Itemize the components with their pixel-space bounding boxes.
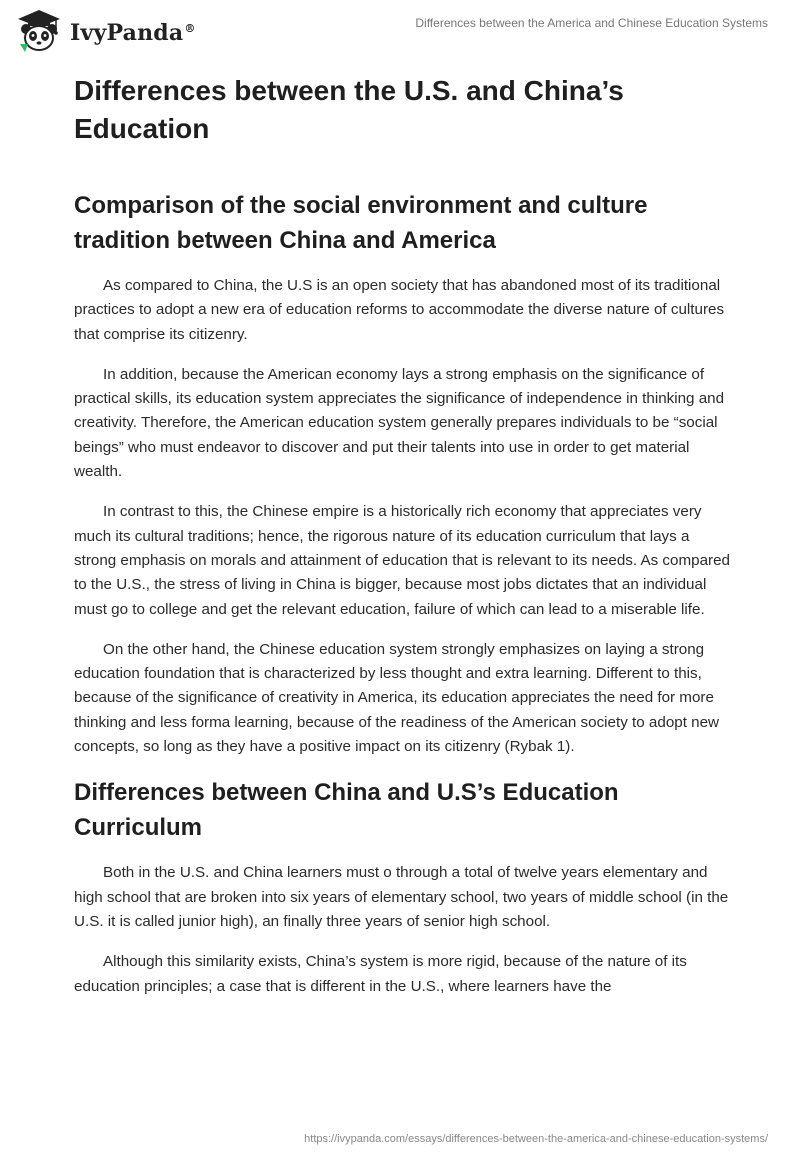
paragraph: In addition, because the American economy lays a strong emphasis on the significance of practical skills, its education system appreciates the significance of independence in thinking and creativity. Therefore, the American education system generally prepares individuals to be “social beings” who must endeavor to discover and put their talents into use in order to get material wealth. — [74, 365, 725, 481]
ivypanda-logo[interactable] — [14, 8, 196, 54]
paragraph: In contrast to this, the Chinese empire is a historically rich economy that appreciates very much its cultural traditions; hence, the rigorous nature of its education curriculum that lays a strong emphasis on morals and attainment of education that is relevant to its needs. As compared to the U.S., the stress of living in China is bigger, because most jobs dictates that an individual must go to college and get the relevant education, failure of which can lead to a miserable life. — [74, 503, 730, 618]
paragraph: As compared to China, the U.S is an open society that has abandoned most of its traditional practices to adopt a new era of education reforms to accommodate the diverse nature of cultures that comprise its citizenry. — [74, 277, 725, 343]
section-heading-curriculum: Differences between China and U.S’s Education Curriculum — [74, 779, 619, 842]
document-header-title: Differences between the America and Chinese Education Systems — [415, 16, 768, 30]
paragraph: On the other hand, the Chinese education system strongly emphasizes on laying a strong education foundation that is characterized by less thought and extra learning. Different to this, because of the significance of creativity in America, its education appreciates the need for more thinking and less forma learning, because of the readiness of the American society to adopt new concepts, so long as they have a positive impact on its citizenry (Rybak 1). — [74, 640, 720, 756]
paragraph: Although this similarity exists, China’s system is more rigid, because of the nature of its education principles; a case that is different in the U.S., where learners have the — [74, 953, 687, 995]
page-title: Differences between the U.S. and China’s Education — [74, 75, 624, 144]
paragraph: Both in the U.S. and China learners must o through a total of twelve years elementary and high school that are broken into six years of elementary school, two years of middle school (in the U.S. it is called junior high), an finally three years of senior high school. — [74, 864, 729, 930]
panda-graduate-icon — [14, 8, 64, 54]
registered-mark: ® — [184, 21, 196, 35]
article-body — [74, 72, 734, 1015]
page-header — [0, 0, 800, 64]
section-heading-social-environment: Comparison of the social environment and culture tradition between China and America — [74, 192, 648, 254]
brand-name: IvyPanda® — [70, 20, 196, 46]
footer-url-link[interactable]: https://ivypanda.com/essays/differences-between-the-america-and-chinese-education-systems/ — [304, 1133, 768, 1145]
